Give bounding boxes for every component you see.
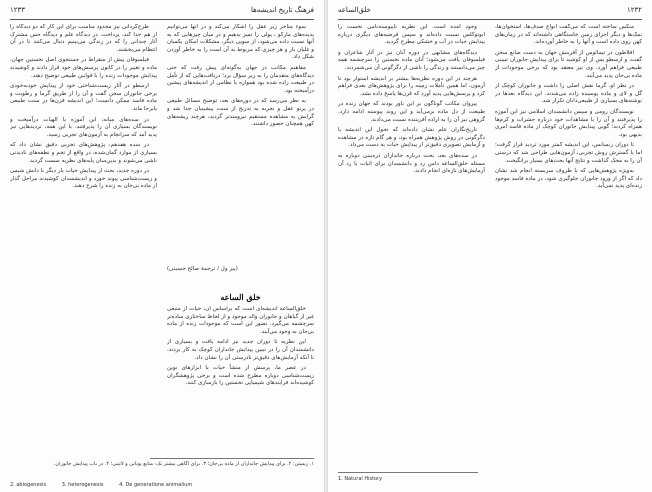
column-right-lower xyxy=(167,306,314,482)
footnotes: ١. زیستن؛ ٢. برای پیدایش جانداران از ماده بی‌جان؛ ٣. برای آگاهی بیشتر نک: منابع یونانی و لاتینی؛ ۴. در باب پیدایش جانوران. xyxy=(53,461,314,467)
paragraph: به‌ویژه پژوهش‌هایی که با ظروف سربسته انجام شد نشان داد که اگر از ورود جانوران جلوگیری شود، در ماده فاسد موجود زنده‌ای پدید نمی‌آید. xyxy=(495,168,642,190)
paragraph: افلاطون در تیمائوس از آفرینش جهان به دست صانع سخن گفت، و ارسطو پس از او کوشید تا برای پیدایش جانوران تبیینی طبیعی فراهم آورد. وی نیز معتقد بود که برخی موجودات از ماده بی‌جان پدید می‌آیند. xyxy=(495,49,642,79)
left-page xyxy=(0,0,324,492)
header-rule xyxy=(338,19,642,20)
paragraph: تا دوران رنسانس، این اندیشه کمتر مورد تردید قرار گرفت؛ اما با گسترش روش تجربی، آزمون‌هایی طراحی شد که درستی آن را به محک گذاشت و نتایج آنها بحث‌های بسیار برانگیخت. xyxy=(495,142,642,164)
right-page xyxy=(328,0,652,492)
paragraph: پیروان مکاتب گوناگون بر این باور بودند که جهان زنده در طبیعت از دل ماده برمی‌آید و این روند پیوسته ادامه دارد. گروهی نیز آن را به اراده آفریننده نسبت می‌دادند. xyxy=(338,101,485,123)
paragraph: دیدگاه‌های مشابهی در دوره آنان نیز در آثار شاعران و فیلسوفان یافت می‌شود؛ آنان ماده نخستین را سرچشمه همه چیز می‌دانستند و زندگی را ناشی از دگرگونی آن می‌شمردند. xyxy=(338,49,485,71)
paragraph: در نظر او، گرما نقش اصلی را داشت و جانوران کوچک از گل و لای و ماده پوسیده زاده می‌شدند. این دیدگاه بعدها در نوشته‌های بسیاری از طبیعی‌دانان تکرار شد. xyxy=(495,83,642,105)
page-number: ١٢٣٣ xyxy=(10,6,26,14)
footnotes-latin xyxy=(10,482,206,488)
paragraph: این نظریه تا دوران جدید نیز ادامه یافت و بسیاری از دانشمندان آن را در تبیین پیدایش جانداران کوچک به کار بردند، تا آنکه آزمایش‌های دقیق‌تر نادرستی آن را نشان داد. xyxy=(167,339,314,361)
section-heading: خلق الساعه xyxy=(220,292,261,302)
footnotes-latin xyxy=(338,476,396,482)
column-left xyxy=(10,24,157,454)
paragraph: در سده‌های میانه، این آموزه با الهیات درآمیخت و نویسندگان بسیاری آن را پذیرفتند. با این همه، تردیدهایی نیز پدید آمد که سرانجام به آزمون‌های تجربی رسید. xyxy=(10,116,157,138)
paragraph: مفاهیم مکاتب در جهان به‌گونه‌ای پیش رفت که حتی دیدگاه‌های متقدمان را به زیر سؤال برد؛ دریافت‌هایی که از تأمل در طبیعت زاده شده بود همواره با نظامی از اندیشه‌های پیشین درآمیخته بود. xyxy=(167,64,314,94)
paragraph: ارسطو در آثار زیست‌شناختی خود از پیدایش خودبه‌خودی برخی جانوران سخن گفت و آن را از طریق گرما و رطوبت و ماده فاسد ممکن دانست؛ این اندیشه قرن‌ها در سنت طبیعی پابرجا ماند. xyxy=(10,83,157,112)
paragraph: نویسندگان رومی و سپس دانشمندان اسلامی نیز این آموزه را پذیرفتند و آن را با مشاهدات خود درباره حشرات و کرم‌ها همراه کردند؛ گویی پیدایش جانوران کوچک از ماده فاسد امری بدیهی بود. xyxy=(495,108,642,138)
paragraph: تاریخ‌نگاران علم نشان داده‌اند که تحول این اندیشه با دگرگونی در روش پژوهش همراه بود، و هر گام تازه در مشاهده و آزمایش تصویری دقیق‌تر از پیدایش حیات به دست می‌داد. xyxy=(338,127,485,149)
column-right xyxy=(495,24,642,460)
column-right xyxy=(167,24,314,260)
footnote-rule xyxy=(338,472,478,473)
footnote-latin: 1. Natural History xyxy=(338,476,383,482)
paragraph: منکس ساخته است که می‌گفت انواع صدف‌ها، استخوان‌ها، نمک‌ها و دیگر اجزای زمین خاستگاهی داشته‌اند که در زمان‌های کهن روی داده است و آنها را به خاطر آورده‌اند. xyxy=(495,24,642,46)
paragraph: وجود آمده است. این نظریه ناپیوسته‌نامی نخست را ابوتوکلس نسبت داده‌اند و سپس فرضیه‌های دیگری درباره پیدایش حیات در آب و خشکی مطرح گردید. xyxy=(338,24,485,46)
paragraph: به نظر می‌رسد که در دوره‌های بعد، توضیح مسائل طبیعی در پرتو عقل و تجربه به تدریج از سنت پیشینیان جدا شد و گرایش به مشاهده مستقیم نیرومندتر گردید، هرچند ریشه‌های کهن همچنان حضور داشتند. xyxy=(167,98,314,128)
footnote-latin: 3. heterogenesis xyxy=(61,482,104,488)
paragraph: در عصر ما، پرسش از منشأ حیات با ابزارهای نوین زیست‌شناسی دوباره مطرح شده است و برخی پژوهشگران کوشیده‌اند فرایندهای شیمیایی نخستین را بازسازی کنند. xyxy=(167,365,314,387)
paragraph: در دوره جدید، بحث از پیدایش حیات بار دیگر با دانش شیمی و زیست‌شناسی پیوند خورد و اندیشمندان کوشیدند مراحل گذار از ماده بی‌جان به زنده را شرح دهند. xyxy=(10,168,157,190)
paragraph: خلق‌الساعه اندیشه‌ای است که براساس آن، حیات از منبعی غیر از گیاهان و جانوران والد موجود و از لحاظ ساختاری ساده‌تر سرچشمه می‌گیرد. تصور این است که موجودات زنده از ماده بی‌جان به وجود می‌آیند. xyxy=(167,306,314,335)
header-rule xyxy=(10,19,314,20)
running-title: فرهنگ تاریخ اندیشه‌ها xyxy=(251,6,314,14)
paragraph: هرچند در این دوره نظریه‌ها بیشتر بر اندیشه استوار بود تا آزمون، اما همین تأملات زمینه را برای پژوهش‌های بعدی فراهم کرد و پرسش‌هایی پدید آورد که قرن‌ها پاسخ داده نشد. xyxy=(338,75,485,97)
paragraph: فیلسوفان پیش از سقراط در جستجوی اصل نخستین جهان، ماده و تغییر را در کانون پرسش‌های خود قرار دادند و کوشیدند پیدایش موجودات زنده را با قوانین طبیعی توضیح دهند. xyxy=(10,57,157,79)
page-header xyxy=(338,6,642,18)
page-header xyxy=(10,6,314,18)
footnote-latin: 4. De generatione animalium xyxy=(119,482,193,488)
paragraph: در سده‌های بعد، بحث درباره جانداران ذره‌بینی دوباره به مسئله خلق‌الساعه دامن زد و دانشمندان برای اثبات یا رد آن آزمایش‌های تازه‌ای انجام دادند. xyxy=(338,152,485,175)
footnote-latin: 2. abiogenesis xyxy=(10,482,47,488)
author-signature: (پیر ول / ترجمهٔ صالح حسینی) xyxy=(167,266,238,272)
page-number: ١٢٣٢ xyxy=(626,6,642,14)
paragraph: در سده هفدهم، پژوهش‌های تجربی دقیق نشان داد که بسیاری از موارد گمان‌شده، در واقع از تخم و نطفه‌های نادیدنی ناشی می‌شوند و بدین‌سان پایه‌های نظریه سست گردید. xyxy=(10,142,157,164)
paragraph: سوء متاخر زیر عقل را آشکار می‌کند و در آنها می‌توانیم پدیده‌های مارکو ـ پولی را تمیز بدهیم و در میان چیزهایی که به آنها نسبت داده می‌شود، از سویی دیگر، مشکلات امکان یکسان و غلیان بار و هر چیزی که مربوط به آن است را به خاطر آوردن شکل داد. xyxy=(167,24,314,61)
footnote-rule xyxy=(150,458,314,459)
column-left xyxy=(338,24,485,460)
running-title: خلق‌الساعه xyxy=(338,6,371,14)
paragraph: طرح‌گردانی نیز محدود مناسب برای این کار که دو دیدگاه را از هم جدا کند، پرداخت. در دیدگاه علم و دیدگاه حس مشترک آثار چندانی را که در زندگی می‌بینیم دنبال می‌کنند تا در آن انتظام می‌بخشند. xyxy=(10,24,157,53)
